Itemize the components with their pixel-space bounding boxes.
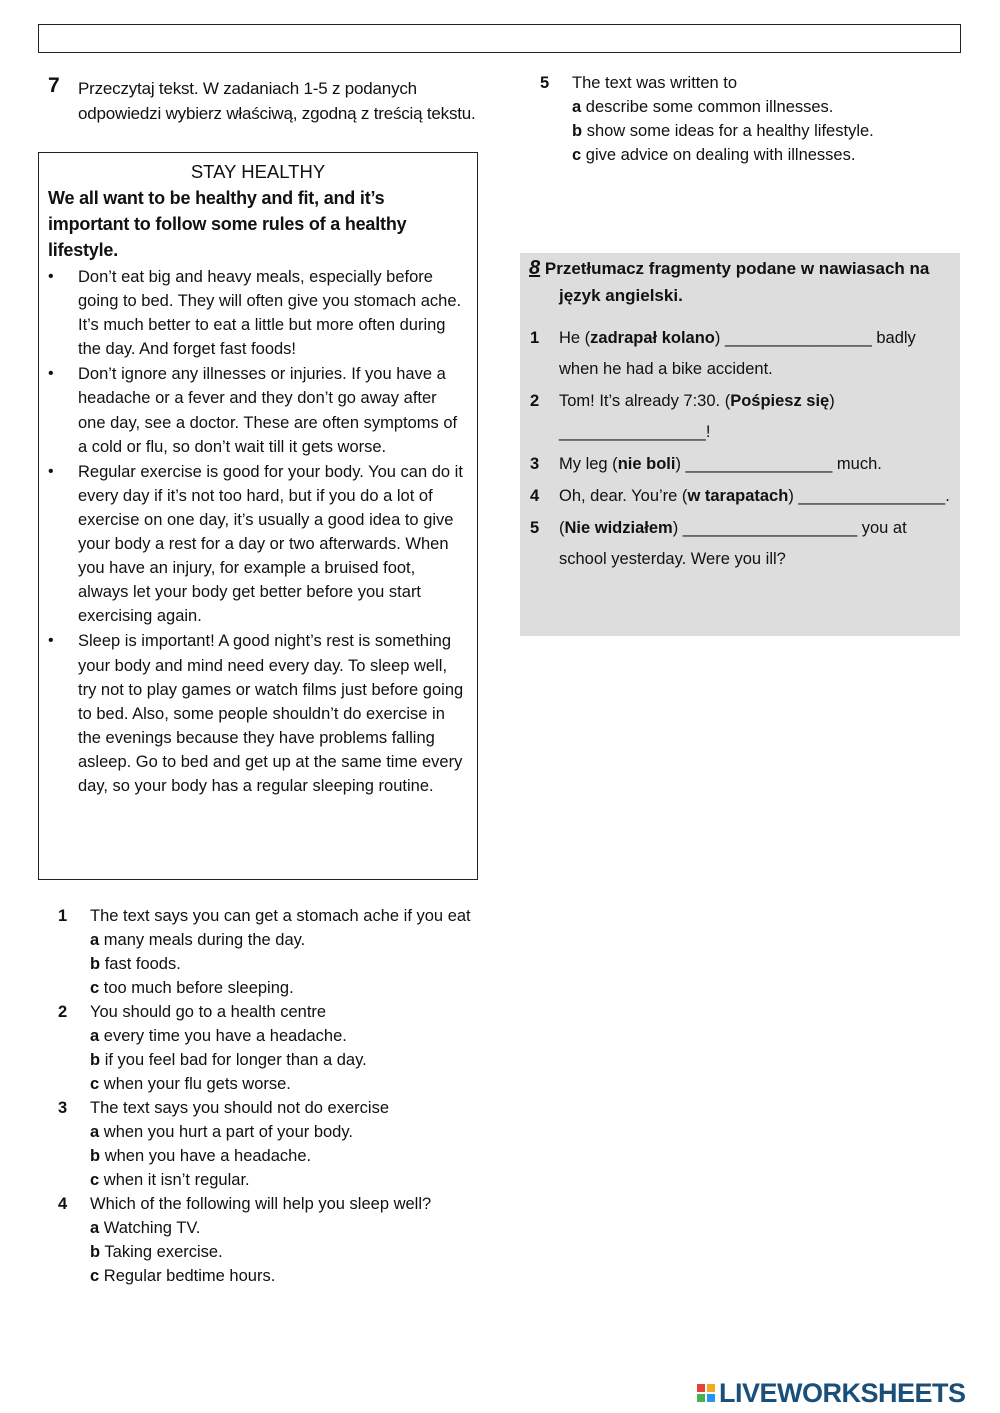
polish-phrase: Pośpiesz się	[730, 392, 830, 410]
option-b[interactable]: b fast foods.	[90, 955, 181, 973]
question-text: The text says you should not do exercise	[90, 1099, 389, 1117]
logo-square	[707, 1394, 715, 1402]
answer-blank: ) ________________.	[788, 487, 950, 505]
question-5: 5 The text was written to a describe some common illnesses. b show some ideas for a healthy lifestyle. c give advice on dealing with illnesses.	[540, 71, 960, 167]
exercise8-instruction: Przetłumacz fragmenty podane w nawiasach na	[544, 259, 930, 278]
option-a[interactable]: a when you hurt a part of your body.	[90, 1123, 353, 1141]
polish-phrase: w tarapatach	[687, 487, 789, 505]
bullet-icon: •	[48, 632, 54, 650]
option-c[interactable]: c give advice on dealing with illnesses.	[572, 146, 856, 164]
reading-bullet: • Regular exercise is good for your body. You can do it every day if it’s not too hard, but if you do a lot of exercise on one day, it’s usually a good idea to give your body a rest for a day or two afterwards. When you have an injury, for example a bruised foot, always let your body get better before you start exercising again.	[39, 460, 477, 629]
question-1: 1 The text says you can get a stomach ache if you eat a many meals during the day. b fast foods. c too much before sleeping.	[58, 904, 478, 1000]
reading-bullet: • Don’t ignore any illnesses or injuries. If you have a headache or a fever and they don’t go away after one day, see a doctor. These are often symptoms of a cold or flu, so don’t wait till it gets worse.	[39, 362, 477, 458]
answer-blank: ) ________________ badly when he had a bike accident.	[559, 329, 916, 378]
exercise7-instruction: Przeczytaj tekst. W zadaniach 1-5 z podanych odpowiedzi wybierz właściwą, zgodną z treścią tekstu.	[78, 79, 476, 123]
bullet-icon: •	[48, 365, 54, 383]
exercise8-number: 8	[529, 257, 541, 279]
option-b[interactable]: b show some ideas for a healthy lifestyle.	[572, 122, 874, 140]
exercise8-header	[529, 255, 949, 309]
question-4: 4 Which of the following will help you sleep well? a Watching TV. b Taking exercise. c Regular bedtime hours.	[58, 1192, 478, 1288]
exercise7-header	[48, 74, 478, 126]
question-text: Which of the following will help you sleep well?	[90, 1195, 432, 1213]
bullet-icon: •	[48, 268, 54, 285]
bullet-icon: •	[48, 462, 54, 480]
reading-bullet: • Sleep is important! A good night’s rest is something your body and mind need every day. To sleep well, try not to play games or watch films just before going to bed. Also, some people shouldn’t do exercise in the evenings because they have problems falling asleep. Go to bed and get up at the same time every day, so your body has a regular sleeping routine.	[39, 629, 477, 798]
reading-intro: We all want to be healthy and fit, and it’s important to follow some rules of a healthy lifestyle.	[48, 188, 407, 260]
logo-squares-icon	[697, 1384, 715, 1402]
option-c[interactable]: c when your flu gets worse.	[90, 1075, 291, 1093]
answer-blank: ) ________________!	[559, 392, 835, 441]
translation-item-4[interactable]: 4 Oh, dear. You’re (w tarapatach) ________________.	[530, 487, 950, 505]
option-a[interactable]: a Watching TV.	[90, 1219, 201, 1237]
question-text: The text says you can get a stomach ache if you eat	[90, 907, 471, 925]
name-field-box	[38, 24, 961, 53]
question-3: 3 The text says you should not do exercise a when you hurt a part of your body. b when you have a headache. c when it isn’t regular.	[58, 1096, 478, 1192]
question-text: The text was written to	[572, 74, 738, 92]
logo-square	[707, 1384, 715, 1392]
exercise8-instruction-line2: język angielski.	[559, 286, 683, 305]
option-b[interactable]: b if you feel bad for longer than a day.	[90, 1051, 367, 1069]
polish-phrase: zadrapał kolano	[590, 329, 715, 347]
translation-item-1[interactable]: 1 He (zadrapał kolano) ________________ badly when he had a bike accident.	[530, 329, 916, 378]
option-c[interactable]: c too much before sleeping.	[90, 979, 294, 997]
question-2: 2 You should go to a health centre a every time you have a headache. b if you feel bad for longer than a day. c when your flu gets worse.	[58, 1000, 478, 1096]
option-a[interactable]: a describe some common illnesses.	[572, 98, 834, 116]
answer-blank: ) ________________ much.	[675, 455, 882, 473]
questions-1-4	[58, 904, 478, 1288]
option-b[interactable]: b when you have a headache.	[90, 1147, 312, 1165]
logo-text: LIVEWORKSHEETS	[719, 1377, 966, 1408]
exercise8-panel	[520, 253, 960, 636]
option-a[interactable]: a every time you have a headache.	[90, 1027, 347, 1045]
option-c[interactable]: c when it isn’t regular.	[90, 1171, 250, 1189]
translation-item-2[interactable]: 2 Tom! It’s already 7:30. (Pośpiesz się) ________________!	[530, 392, 835, 441]
option-c[interactable]: c Regular bedtime hours.	[90, 1267, 276, 1285]
polish-phrase: nie boli	[617, 455, 676, 473]
question-text: You should go to a health centre	[90, 1003, 327, 1021]
translation-item-3[interactable]: 3 My leg (nie boli) ________________ much.	[530, 455, 882, 473]
translation-item-5[interactable]: 5 (Nie widziałem) ___________________ you at school yesterday. Were you ill?	[530, 519, 907, 568]
logo-square	[697, 1394, 705, 1402]
reading-text-box	[38, 152, 478, 880]
logo-square	[697, 1384, 705, 1392]
reading-bullets	[39, 265, 477, 798]
option-b[interactable]: b Taking exercise.	[90, 1243, 223, 1261]
polish-phrase: Nie widziałem	[564, 519, 673, 537]
reading-title: STAY HEALTHY	[190, 161, 326, 182]
answer-blank: ) ___________________ you at school yesterday. Were you ill?	[559, 519, 907, 568]
exercise7-number: 7	[48, 74, 60, 97]
reading-bullet: • Don’t eat big and heavy meals, especially before going to bed. They will often give you stomach ache. It’s much better to eat a little but more often during the day. And forget fast foods!	[39, 265, 477, 361]
option-a[interactable]: a many meals during the day.	[90, 931, 306, 949]
liveworksheets-logo[interactable]	[697, 1376, 966, 1410]
translation-items	[530, 323, 955, 576]
